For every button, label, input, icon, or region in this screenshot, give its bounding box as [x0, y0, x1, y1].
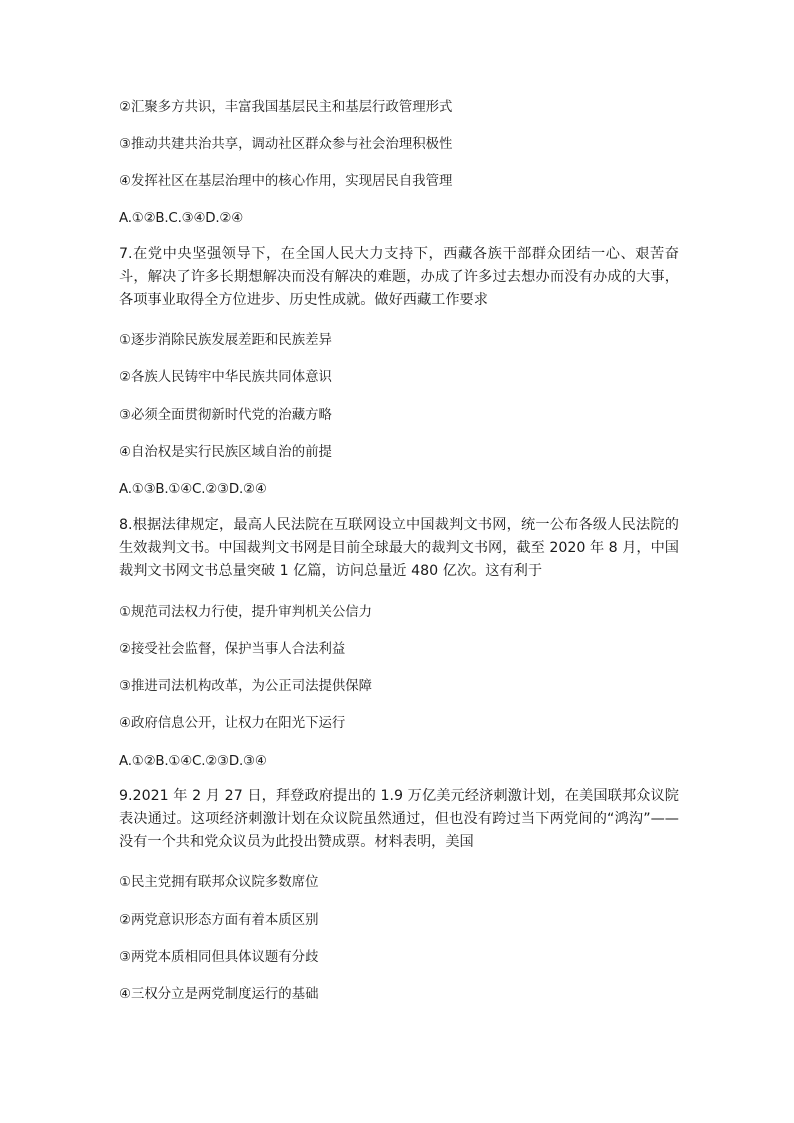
q6-option-3: ③推动共建共治共享，调动社区群众参与社会治理积极性 — [119, 137, 453, 152]
q8-answer-choices: A.①②B.①④C.②③D.③④ — [119, 754, 267, 769]
q6-answer-choices: A.①②B.C.③④D.②④ — [119, 211, 244, 226]
q6-option-2: ②汇聚多方共识，丰富我国基层民主和基层行政管理形式 — [119, 100, 453, 115]
q8-option-1: ①规范司法权力行使，提升审判机关公信力 — [119, 605, 373, 620]
q8-option-2: ②接受社会监督，保护当事人合法利益 — [119, 642, 346, 657]
q9-option-1: ①民主党拥有联邦众议院多数席位 — [119, 875, 319, 890]
q7-option-3: ③必须全面贯彻新时代党的治藏方略 — [119, 408, 332, 423]
q9-stem: 9.2021 年 2 月 27 日，拜登政府提出的 1.9 万亿美元经济刺激计划，在美国联邦众议院表决通过。这项经济刺激计划在众议院虽然通过，但也没有跨过当下两党间的“鸿沟”——没有一个共和党众议员为此投出赞成票。材料表明，美国 — [119, 788, 679, 850]
q6-option-4: ④发挥社区在基层治理中的核心作用，实现居民自我管理 — [119, 174, 453, 189]
q8-option-4: ④政府信息公开，让权力在阳光下运行 — [119, 716, 346, 731]
q7-option-4: ④自治权是实行民族区域自治的前提 — [119, 445, 332, 460]
q9-option-4: ④三权分立是两党制度运行的基础 — [119, 987, 319, 1002]
q8-option-3: ③推进司法机构改革，为公正司法提供保障 — [119, 679, 373, 694]
q9-option-3: ③两党本质相同但具体议题有分歧 — [119, 950, 319, 965]
q7-option-1: ①逐步消除民族发展差距和民族差异 — [119, 333, 332, 348]
q7-option-2: ②各族人民铸牢中华民族共同体意识 — [119, 370, 332, 385]
q7-answer-choices: A.①③B.①④C.②③D.②④ — [119, 482, 267, 497]
q8-stem: 8.根据法律规定，最高人民法院在互联网设立中国裁判文书网，统一公布各级人民法院的生效裁判文书。中国裁判文书网是目前全球最大的裁判文书网，截至 2020 年 8 月，中国裁判文书网文书总量突破 1 亿篇，访问总量近 480 亿次。这有利于 — [119, 517, 679, 579]
q7-stem: 7.在党中央坚强领导下，在全国人民大力支持下，西藏各族干部群众团结一心、艰苦奋斗，解决了许多长期想解决而没有解决的难题，办成了许多过去想办而没有办成的大事，各项事业取得全方位进步、历史性成就。做好西藏工作要求 — [119, 246, 679, 308]
q9-option-2: ②两党意识形态方面有着本质区别 — [119, 913, 319, 928]
